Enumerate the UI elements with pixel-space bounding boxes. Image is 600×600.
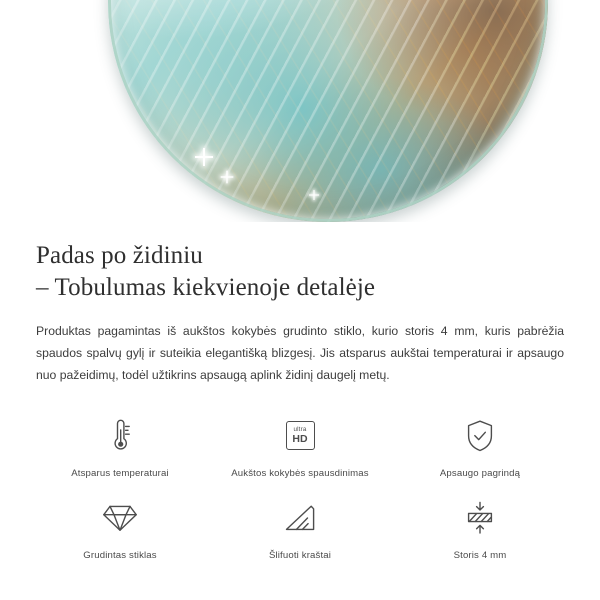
- feature-caption: Aukštos kokybės spausdinimas: [231, 467, 369, 479]
- page-title: [36, 240, 564, 304]
- feature-item-tempered-glass: [30, 495, 210, 561]
- polished-edges-icon: [283, 495, 317, 541]
- ultra-hd-top-label: ultra: [293, 425, 307, 433]
- headline-line-1: Padas po židiniu: [36, 242, 203, 269]
- content-section: [0, 222, 600, 387]
- thickness-icon: [463, 495, 497, 541]
- feature-item-print-quality: [210, 413, 390, 479]
- ultra-hd-bottom-label: HD: [292, 432, 308, 445]
- product-glass-board: [108, 0, 548, 222]
- feature-caption: Atsparus temperaturai: [71, 467, 169, 479]
- ultra-hd-icon: [286, 413, 315, 459]
- headline-line-2: – Tobulumas kiekvienoje detalėje: [36, 274, 376, 301]
- feature-item-temperature: [30, 413, 210, 479]
- shield-check-icon: [464, 413, 496, 459]
- diamond-icon: [102, 495, 138, 541]
- feature-item-polished-edges: [210, 495, 390, 561]
- description-text: Produktas pagamintas iš aukštos kokybės grudinto stiklo, kurio storis 4 mm, kuris pabrėžia spaudos spalvų gylį ir suteikia elegantišką blizgesį. Jis atsparus aukštai temperaturai ir apsaugo nuo pažeidimų, todėl užtikrins apsaugą aplink židinį daugelį metų.: [36, 324, 564, 383]
- hero-image: [0, 0, 600, 222]
- feature-grid: [0, 413, 600, 561]
- feature-caption: Grudintas stiklas: [83, 549, 157, 561]
- thermometer-icon: [103, 413, 137, 459]
- feature-item-thickness: [390, 495, 570, 561]
- feature-caption: Apsaugo pagrindą: [439, 467, 521, 479]
- feature-caption: Šlifuoti kraštai: [268, 549, 332, 561]
- feature-item-surface-protection: [390, 413, 570, 479]
- feature-caption: Storis 4 mm: [453, 549, 507, 561]
